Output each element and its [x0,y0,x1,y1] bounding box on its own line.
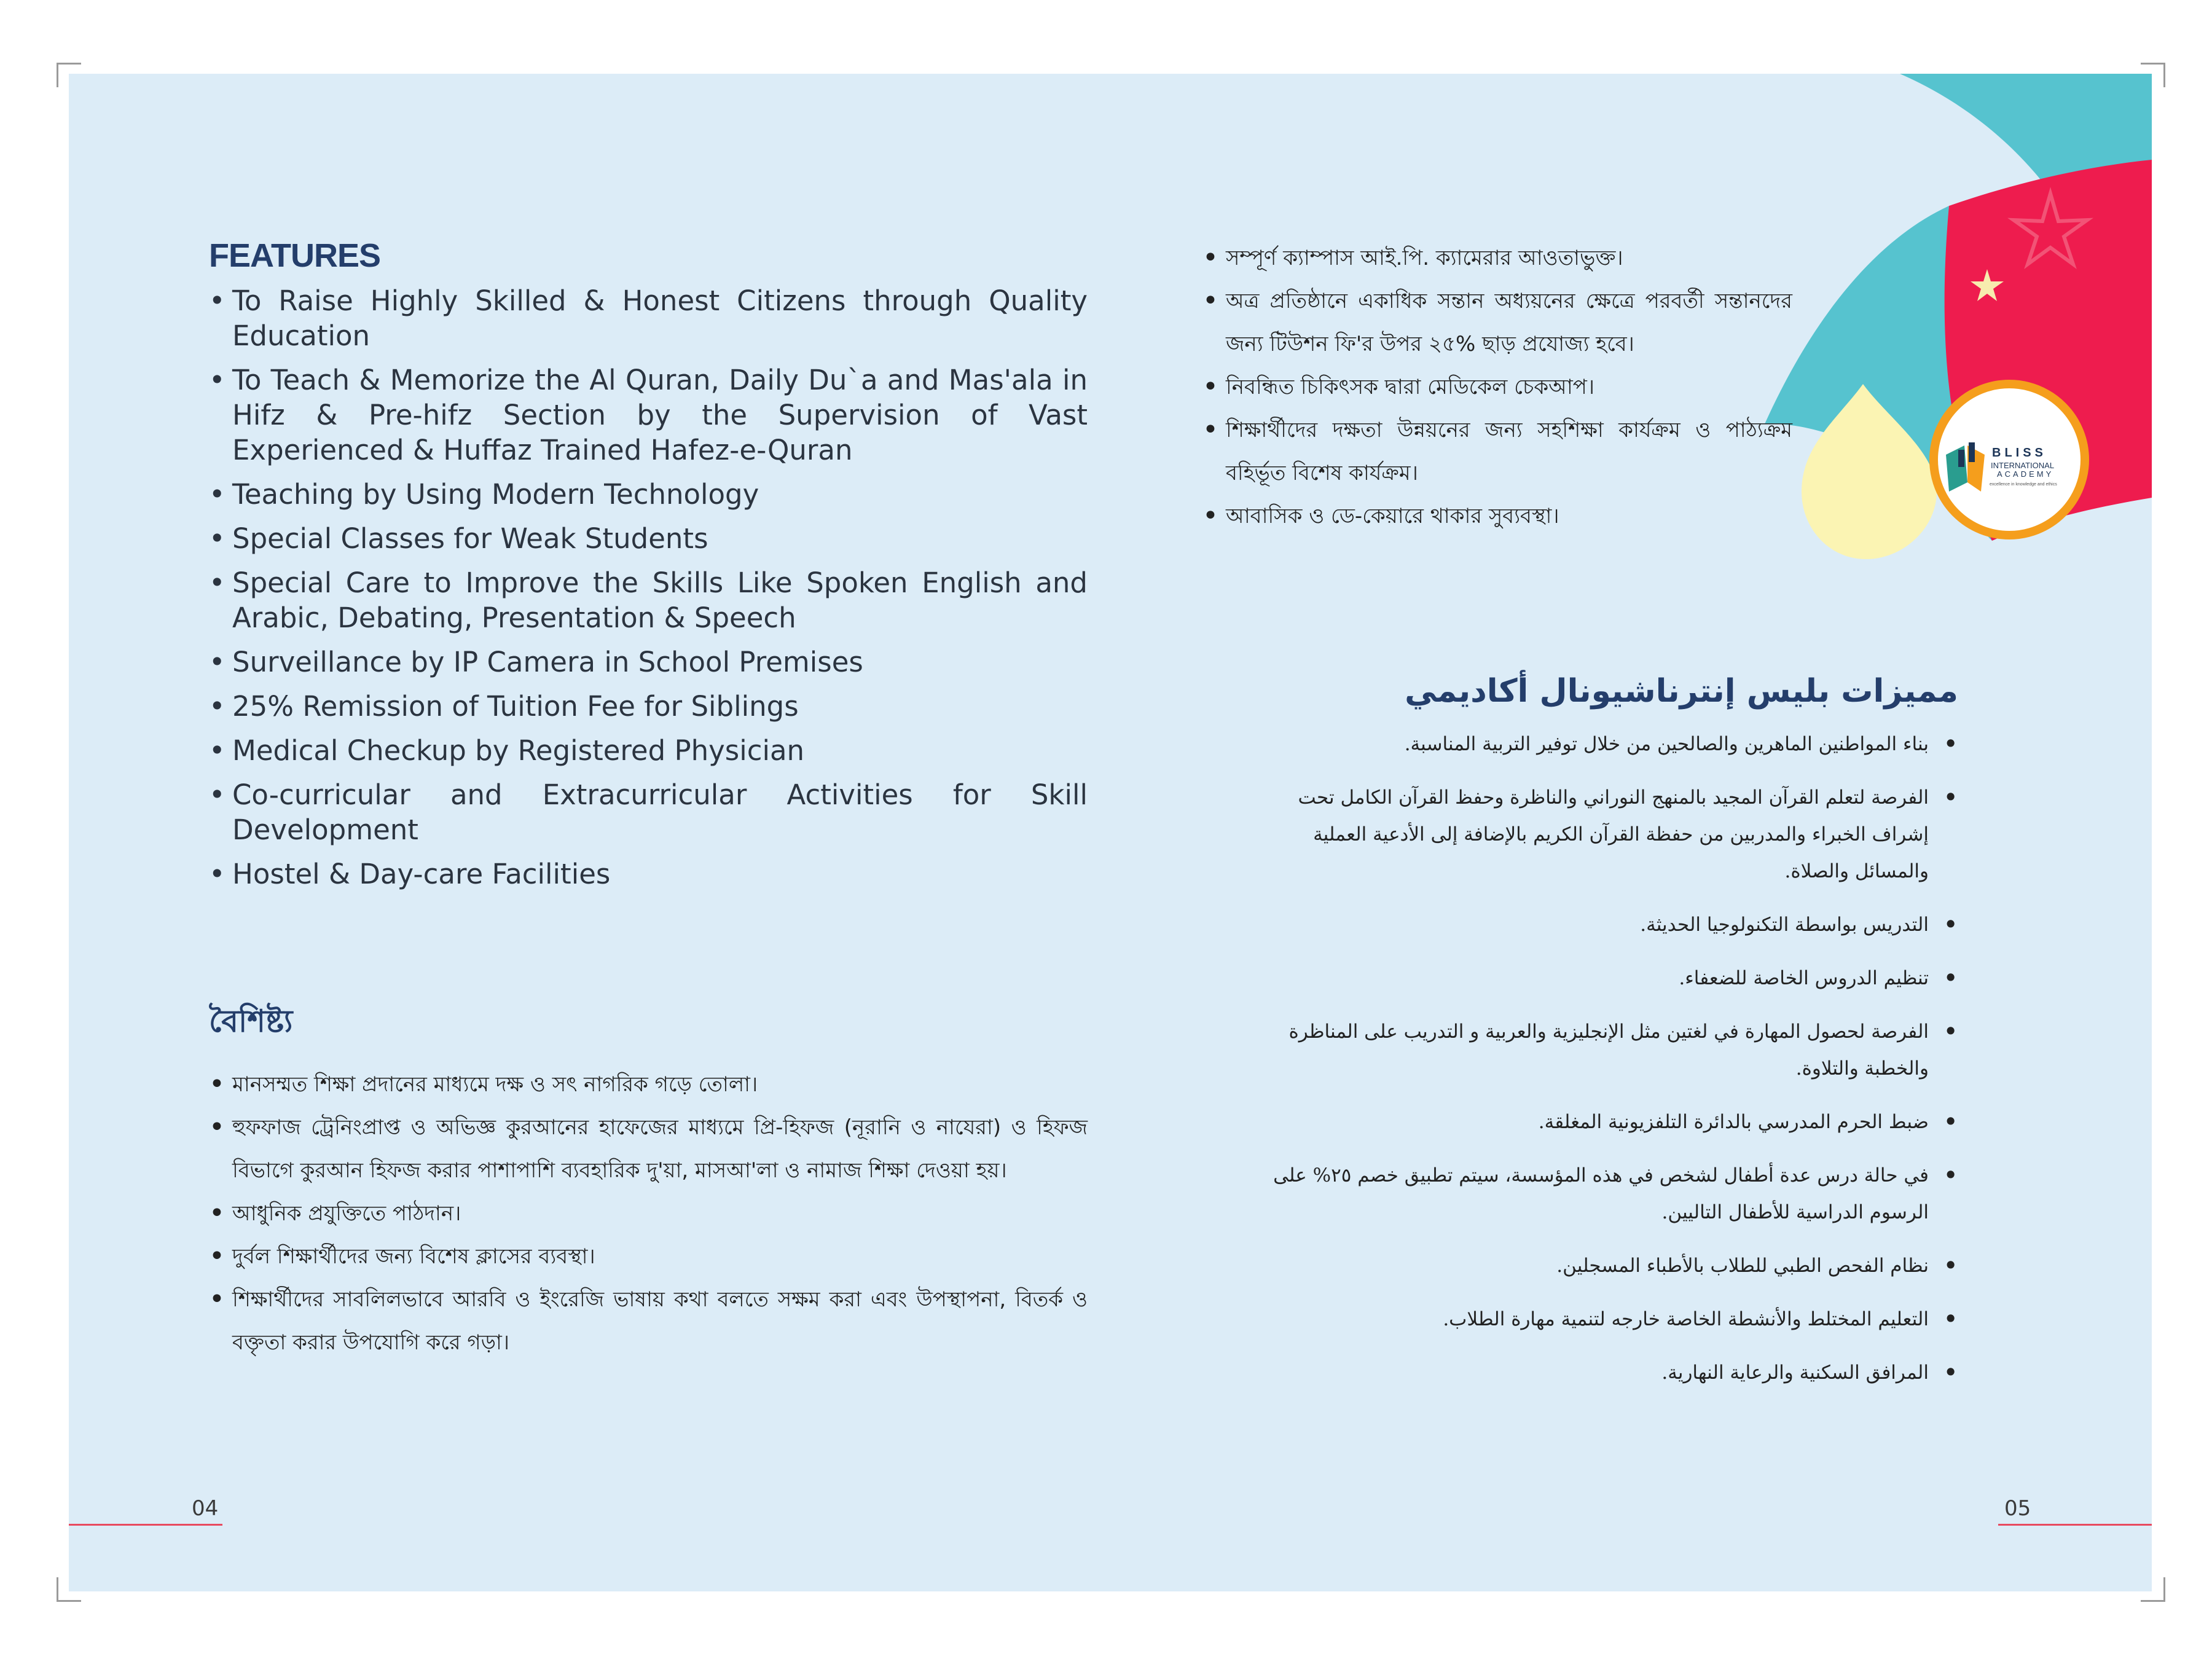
features-bn-section [209,998,1088,1364]
logo-tagline: excellence in knowledge and ethics [1990,482,2057,487]
list-item: • التعليم المختلط والأنشطة الخاصة خارجه لتنمية مهارة الطلاب. [1239,1301,1958,1338]
logo-subtitle-line2: ACADEMY [1997,469,2054,479]
list-item: • Co-curricular and Extracurricular Activities for Skill Development [209,777,1088,847]
list-item: • Special Care to Improve the Skills Like Spoken English and Arabic, Debating, Presentation & Speech [209,565,1088,635]
list-item: • Hostel & Day-care Facilities [209,857,1088,892]
list-item: • Medical Checkup by Registered Physician [209,733,1088,768]
crop-mark-bottom-left-h [57,1600,81,1602]
list-item: • تنظيم الدروس الخاصة للضعفاء. [1239,960,1958,997]
list-item: • নিবন্ধিত চিকিৎসক দ্বারা মেডিকেল চেকআপ। [1202,366,1792,409]
features-bn-list [209,1063,1088,1364]
list-item: • To Raise Highly Skilled & Honest Citizens through Quality Education [209,283,1088,353]
list-item: • হুফফাজ ট্রেনিংপ্রাপ্ত ও অভিজ্ঞ কুরআনের হাফেজের মাধ্যমে প্রি-হিফজ (নূরানি ও নাযেরা) ও হিফজ বিভাগে কুরআন হিফজ করার পাশাপাশি ব্যবহারিক দু'য়া, মাসআ'লা ও নামাজ শিক্ষা দেওয়া হয়। [209,1106,1088,1192]
crop-mark-bottom-right-v [2163,1577,2165,1602]
list-item: • To Teach & Memorize the Al Quran, Daily Du`a and Mas'ala in Hifz & Pre-hifz Section by the Supervision of Vast Experienced & Huffaz Trained Hafez-e-Quran [209,363,1088,468]
list-item: • Special Classes for Weak Students [209,521,1088,556]
list-item: • ضبط الحرم المدرسي بالدائرة التلفزيونية المغلقة. [1239,1104,1958,1140]
list-item: • 25% Remission of Tuition Fee for Siblings [209,689,1088,724]
features-en-section [209,237,1088,901]
list-item: • আধুনিক প্রযুক্তিতে পাঠদান। [209,1192,1088,1235]
crop-mark-top-left-v [57,63,58,87]
page-rule-right [1998,1524,2152,1526]
list-item: • Surveillance by IP Camera in School Premises [209,645,1088,680]
page-number-left: 04 [192,1496,219,1521]
features-ar-section [1239,673,1958,1408]
logo-subtitle-line1: INTERNATIONAL [1991,461,2055,470]
features-heading-bn: বৈশিষ্ট্য [209,1003,293,1039]
list-item: • অত্র প্রতিষ্ঠানে একাধিক সন্তান অধ্যয়নের ক্ষেত্রে পরবর্তী সন্তানদের জন্য টিউশন ফি'র উপর ২৫% ছাড় প্রযোজ্য হবে। [1202,280,1792,366]
features-ar-list [1239,726,1958,1391]
features-heading-en: FEATURES [209,237,381,274]
list-item: • Teaching by Using Modern Technology [209,477,1088,512]
list-item: • সম্পূর্ণ ক্যাম্পাস আই.পি. ক্যামেরার আওতাভুক্ত। [1202,237,1792,280]
features-bn-continued-list [1202,237,1792,538]
list-item: • শিক্ষার্থীদের দক্ষতা উন্নয়নের জন্য সহশিক্ষা কার্যক্রম ও পাঠ্যক্রম বহির্ভূত বিশেষ কার্যক্রম। [1202,409,1792,495]
page-rule-left [69,1524,222,1526]
crop-mark-top-right-h [2141,63,2165,65]
list-item: • التدريس بواسطة التكنولوجيا الحديثة. [1239,906,1958,943]
list-item: • المرافق السكنية والرعاية النهارية. [1239,1354,1958,1391]
brochure-spread [69,74,2152,1591]
list-item: • الفرصة لتعلم القرآن المجيد بالمنهج النوراني والناظرة وحفظ القرآن الكامل تحت إشراف الخبراء والمدربين من حفظة القرآن الكريم بالإضافة إلى الأدعية العملية والمسائل والصلاة. [1239,779,1958,890]
list-item: • আবাসিক ও ডে-কেয়ারে থাকার সুব্যবস্থা। [1202,495,1792,538]
list-item: • الفرصة لحصول المهارة في لغتين مثل الإنجليزية والعربية و التدريب على المناظرة والخطبة والتلاوة. [1239,1013,1958,1087]
list-item: • দুর্বল শিক্ষার্থীদের জন্য বিশেষ ক্লাসের ব্যবস্থা। [209,1235,1088,1278]
crop-mark-bottom-left-v [57,1577,58,1602]
list-item: • মানসম্মত শিক্ষা প্রদানের মাধ্যমে দক্ষ ও সৎ নাগরিক গড়ে তোলা। [209,1063,1088,1106]
list-item: • نظام الفحص الطبي للطلاب بالأطباء المسجلين. [1239,1247,1958,1284]
features-heading-ar: مميزات بليس إنترناشيونال أكاديمي [1405,673,1958,710]
crop-mark-top-right-v [2163,63,2165,87]
page-number-right: 05 [2004,1496,2031,1521]
features-en-list [209,283,1088,892]
list-item: • في حالة درس عدة أطفال لشخص في هذه المؤسسة، سيتم تطبيق خصم ٢٥% على الرسوم الدراسية للأطفال التاليين. [1239,1157,1958,1231]
crop-mark-bottom-right-h [2141,1600,2165,1602]
list-item: • শিক্ষার্থীদের সাবলিলভাবে আরবি ও ইংরেজি ভাষায় কথা বলতে সক্ষম করা এবং উপস্থাপনা, বিতর্ক ও বক্তৃতা করার উপযোগি করে গড়া। [209,1278,1088,1364]
logo-name: BLISS [1992,446,2047,460]
list-item: • بناء المواطنين الماهرين والصالحين من خلال توفير التربية المناسبة. [1239,726,1958,763]
crop-mark-top-left-h [57,63,81,65]
features-bn-continued-section [1202,237,1792,538]
